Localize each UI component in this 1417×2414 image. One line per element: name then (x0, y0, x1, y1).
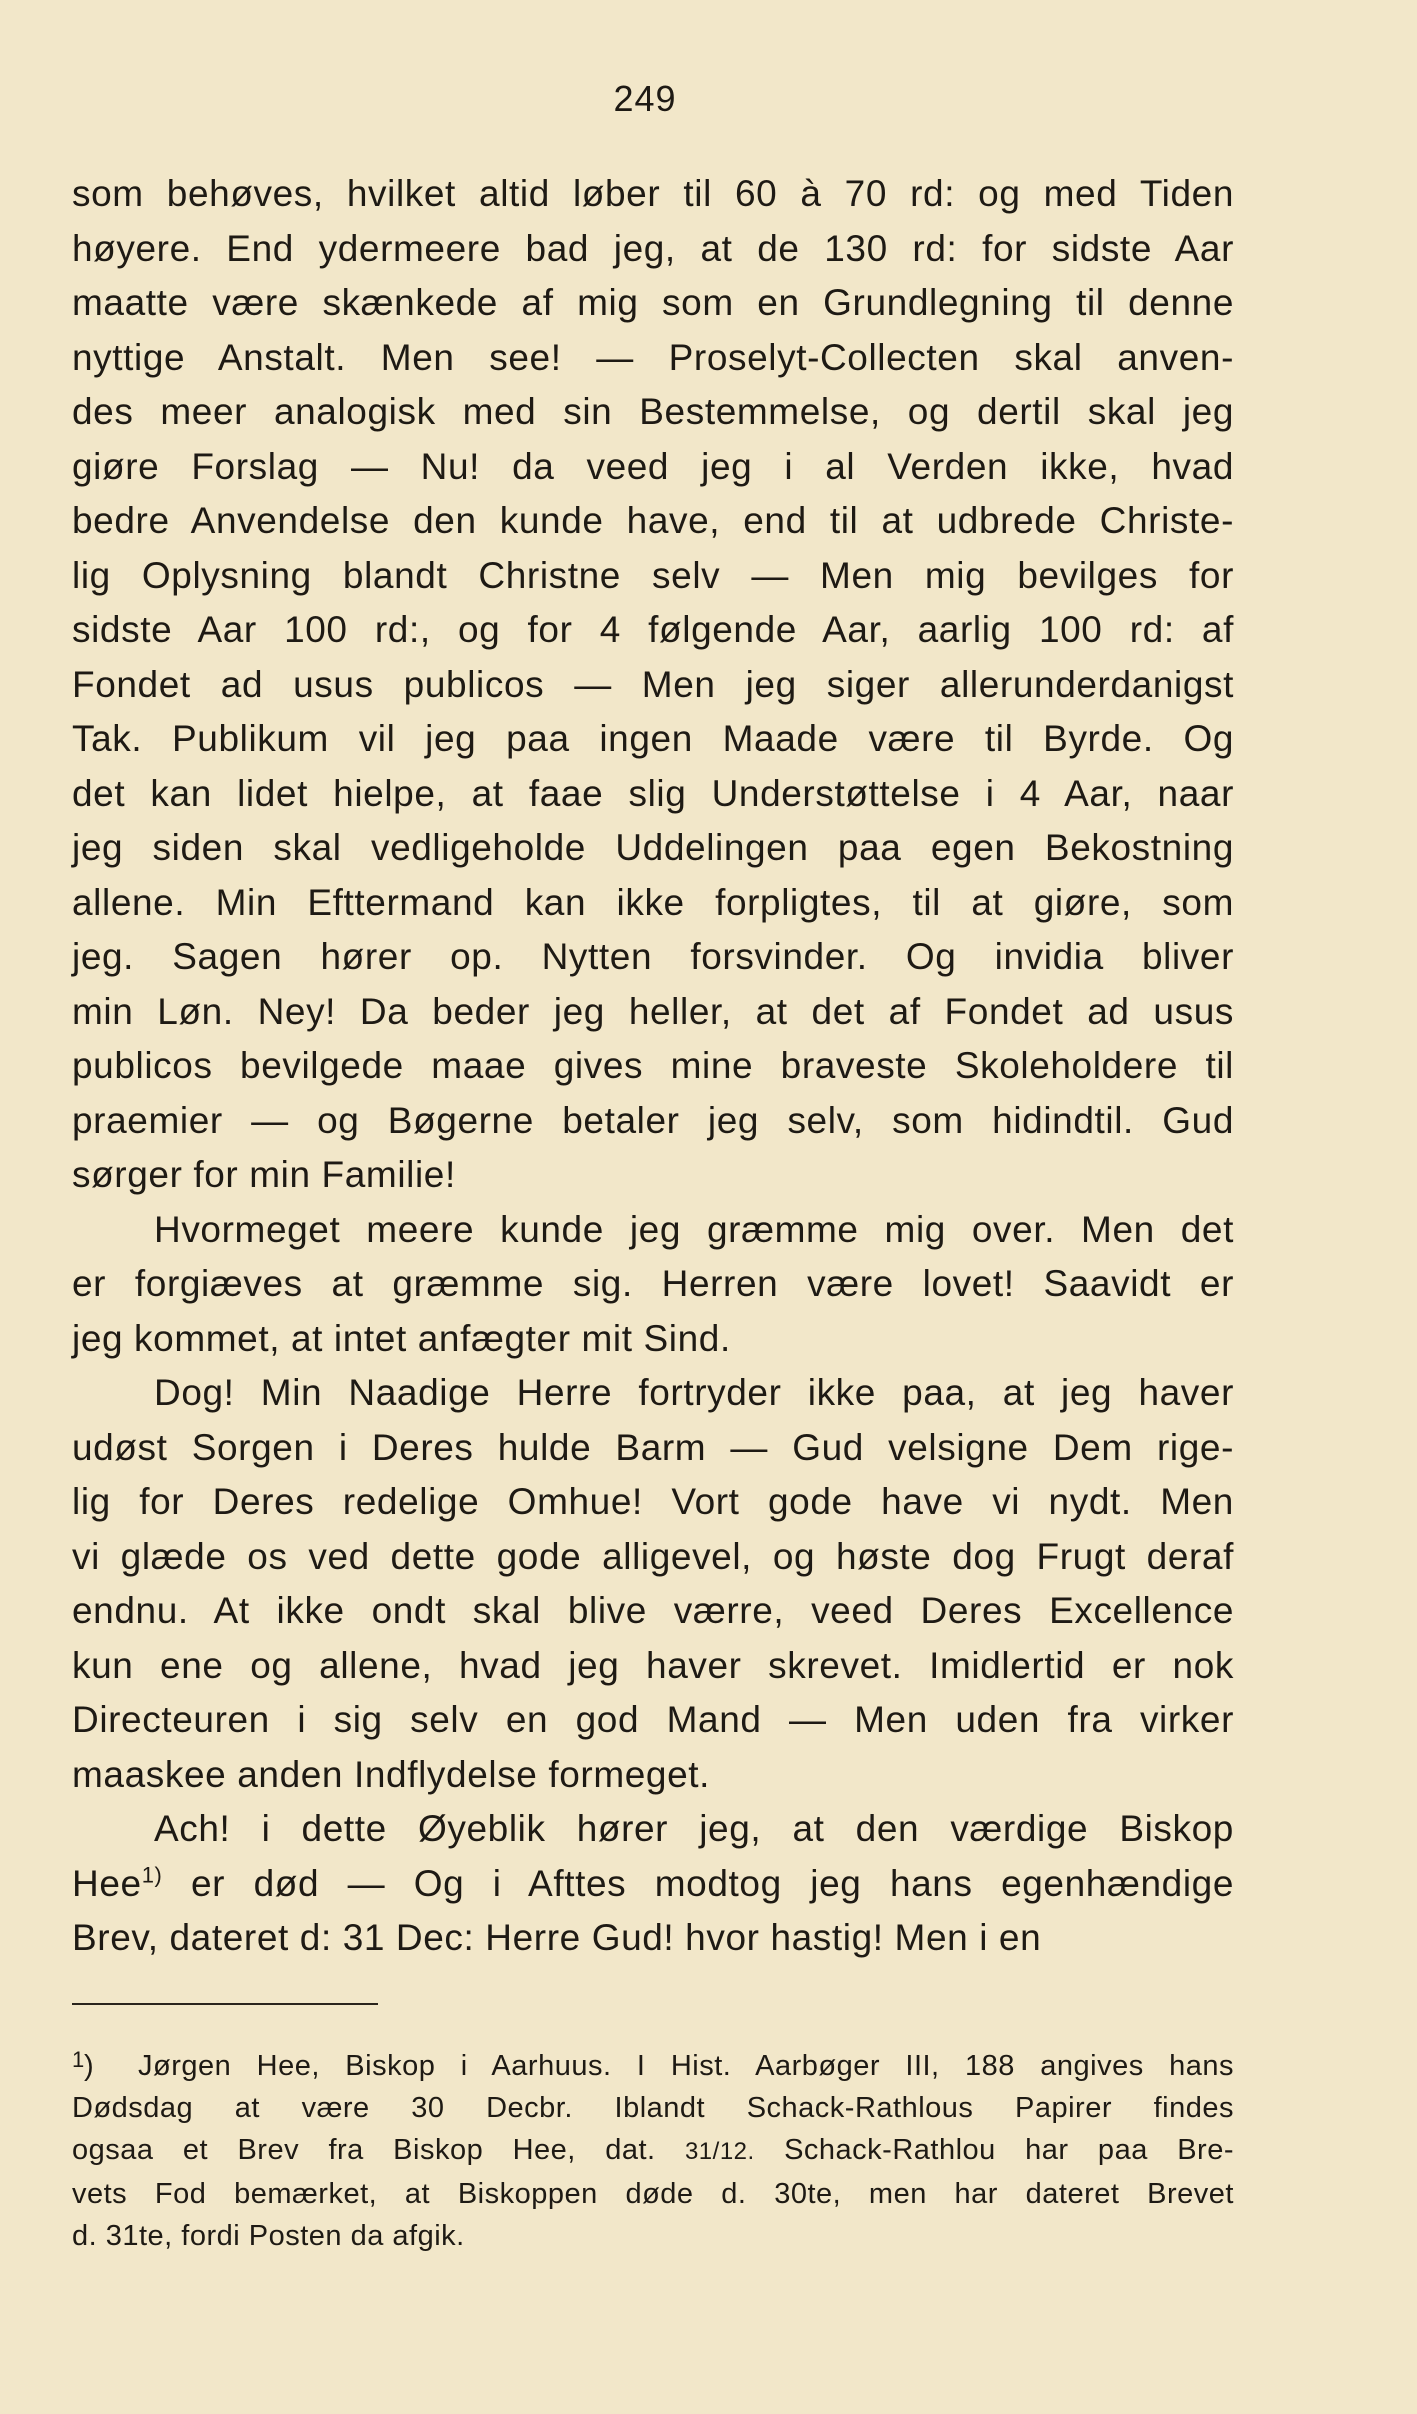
text-fragment: Schack-Rathlou har paa Bre- (784, 2134, 1234, 2166)
footnote-marker: 1 (72, 2047, 85, 2072)
footnote-line (72, 2045, 1234, 2087)
text-line: er forgiæves at græmme sig. Herren være lovet! Saavidt er (72, 1263, 1234, 1304)
text-line: Brev, dateret d: 31 Dec: Herre Gud! hvor hastig! Men i en (72, 1917, 1042, 1958)
text-line: min Løn. Ney! Da beder jeg heller, at det af Fondet ad usus (72, 990, 1234, 1032)
text-line: som behøves, hvilket altid løber til 60 à 70 rd: og med Tiden (72, 173, 1234, 214)
text-fragment: Hee (72, 1862, 142, 1904)
text-line: Directeuren i sig selv en god Mand — Men uden fra virker (72, 1699, 1234, 1740)
text-line: høyere. End ydermeere bad jeg, at de 130 rd: for sidste Aar (72, 227, 1234, 269)
text-line: sidste Aar 100 rd:, og for 4 følgende Aar, aarlig 100 rd: af (72, 609, 1234, 650)
footnote-paren: ) (84, 2050, 95, 2082)
footnote (72, 2045, 1234, 2257)
text-line: praemier — og Bøgerne betaler jeg selv, som hidindtil. Gud (72, 1099, 1234, 1141)
text-line: des meer analogisk med sin Bestemmelse, og dertil skal jeg (72, 391, 1234, 432)
footnote-line: d. 31te, fordi Posten da afgik. (72, 2220, 465, 2252)
text-line: udøst Sorgen i Deres hulde Barm — Gud velsigne Dem rige- (72, 1426, 1234, 1468)
text-line: Tak. Publikum vil jeg paa ingen Maade være til Byrde. Og (72, 718, 1234, 759)
text-fragment: er død — Og i Afttes modtog jeg hans egenhændige (190, 1862, 1234, 1904)
text-line: jeg siden skal vedligeholde Uddelingen paa egen Bekostning (72, 827, 1234, 868)
footnote-reference[interactable]: 1) (141, 1862, 163, 1888)
text-line: maatte være skænkede af mig som en Grundlegning til denne (72, 282, 1234, 323)
text-line: nyttige Anstalt. Men see! — Proselyt-Collecten skal anven- (72, 336, 1234, 378)
text-line: jeg kommet, at intet anfægter mit Sind. (72, 1317, 731, 1359)
body-text (72, 167, 1234, 1966)
page-number: 249 (613, 78, 677, 119)
text-line: Dog! Min Naadige Herre fortryder ikke paa, at jeg haver (154, 1372, 1234, 1413)
text-fragment: ogsaa et Brev fra Biskop Hee, dat. (72, 2134, 656, 2166)
text-line: jeg. Sagen hører op. Nytten forsvinder. Og invidia bliver (72, 936, 1234, 977)
text-line: vi glæde os ved dette gode alligevel, og høste dog Frugt deraf (72, 1535, 1234, 1577)
text-fragment: Jørgen Hee, Biskop i Aarhuus. I Hist. Aarbøger III, 188 angives hans (138, 2050, 1234, 2082)
text-line: maaskee anden Indflydelse formeget. (72, 1753, 711, 1795)
text-line: sørger for min Familie! (72, 1154, 456, 1195)
footnote-divider (72, 2003, 378, 2005)
footnote-line: vets Fod bemærket, at Biskoppen døde d. 30te, men har dateret Brevet (72, 2178, 1234, 2210)
text-line: endnu. At ikke ondt skal blive værre, veed Deres Excellence (72, 1590, 1234, 1631)
text-line: Fondet ad usus publicos — Men jeg siger allerunderdanigst (72, 663, 1234, 705)
text-line: Hvormeget meere kunde jeg græmme mig over. Men det (154, 1208, 1234, 1250)
text-line: bedre Anvendelse den kunde have, end til at udbrede Christe- (72, 500, 1234, 541)
text-line: kun ene og allene, hvad jeg haver skrevet. Imidlertid er nok (72, 1644, 1234, 1686)
footnote-line: Dødsdag at være 30 Decbr. Iblandt Schack-Rathlous Papirer findes (72, 2092, 1234, 2124)
text-line: allene. Min Efttermand kan ikke forpligtes, til at giøre, som (72, 881, 1234, 923)
text-line: giøre Forslag — Nu! da veed jeg i al Verden ikke, hvad (72, 445, 1234, 487)
date-fraction: 31/12. (684, 2138, 755, 2165)
text-line (72, 1857, 1234, 1912)
text-line: lig for Deres redelige Omhue! Vort gode have vi nydt. Men (72, 1481, 1234, 1522)
footnote-line (72, 2129, 1234, 2173)
text-line: publicos bevilgede maae gives mine braveste Skoleholdere til (72, 1045, 1234, 1086)
text-line: Ach! i dette Øyeblik hører jeg, at den værdige Biskop (154, 1808, 1234, 1849)
text-line: det kan lidet hielpe, at faae slig Understøttelse i 4 Aar, naar (72, 772, 1234, 814)
text-line: lig Oplysning blandt Christne selv — Men mig bevilges for (72, 554, 1234, 596)
